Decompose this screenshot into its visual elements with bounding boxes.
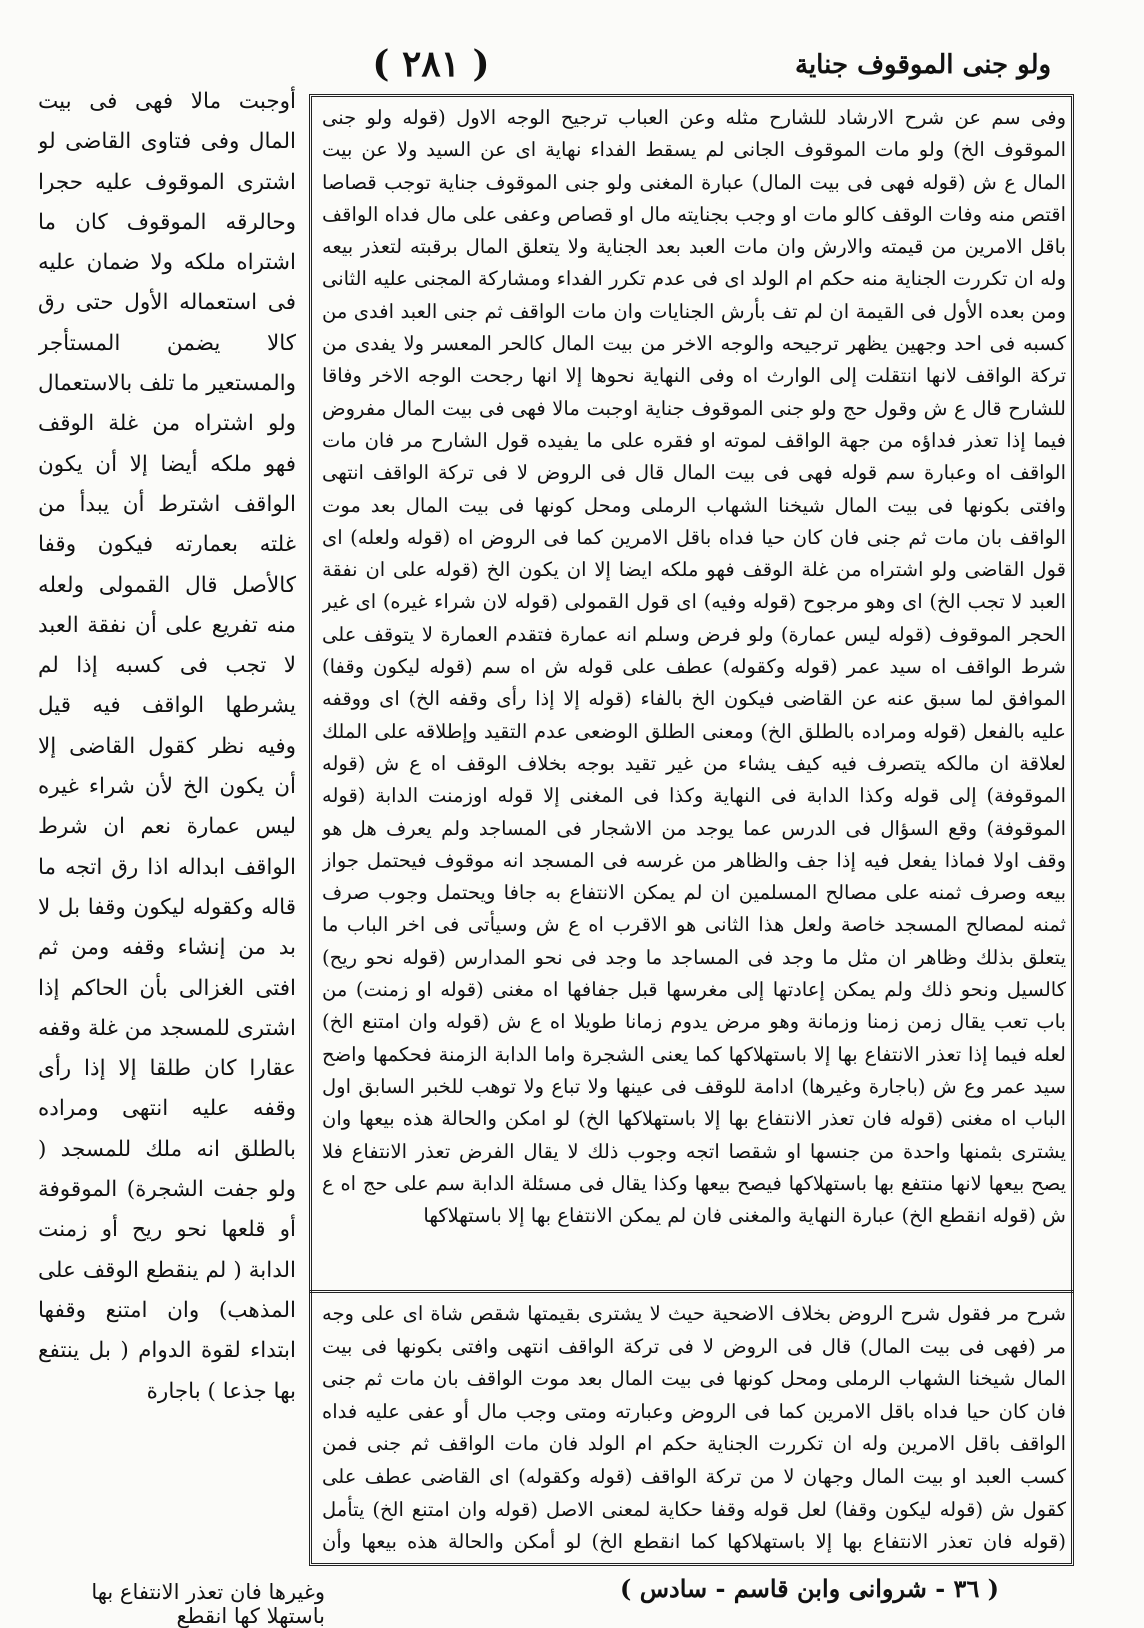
lower-commentary (322, 1298, 1066, 1562)
footer-continuation: وغيرها فان تعذر الانتفاع بها باستهلا كها انقطع (91, 1580, 325, 1628)
lower-commentary-text: شرح مر فقول شرح الروض بخلاف الاضحية حيث لا يشترى بقيمتها شقص شاة اى على وجه مر (فهى فى بيت المال) قال فى الروض لا فى تركة الواقف انتهى وافتى بكونها فى بيت المال شيخنا الشهاب الرملى ومحل كونها فى بيت المال بعد موت الواقف بان مات ثم جنى فان كان حيا فداه باقل الامرين كما فى الروض وعبارته ومتى وجب مال أو عفى عليه فداه الواقف باقل الامرين وله ان تكررت الجناية حكم ام الولد فان مات الواقف ثم جنى فمن كسب العبد او بيت المال وجهان لا من تركة الواقف (قوله وكقوله) اى القاضى عطف على كقول ش (قوله ليكون وقفا) لعل قوله وقفا حكاية لمعنى الاصل (قوله وان امتنع الخ) يتأمل (قوله فان تعذر الانتفاع بها إلا باستهلاكها كما انقطع الخ) لو أمكن والحالة هذه بيعها وأن (322, 1302, 1066, 1554)
upper-commentary-text: وفى سم عن شرح الارشاد للشارح مثله وعن العباب ترجيح الوجه الاول (قوله ولو جنى الموقوف الخ) ولو مات الموقوف الجانى لم يسقط الفداء نهاية اى عن السيد ولا عن بيت المال ع ش (قوله فهى فى بيت المال) عبارة المغنى ولو جنى الموقوف جناية توجب قصاصا اقتص منه وفات الوقف كالو مات او وجب بجنايته مال او قصاص وعفى على مال فداه الواقف باقل الامرين من قيمته والارش وان مات العبد بعد الجناية ولا يتعلق المال برقبته لتعذر بيعه وله ان تكررت الجناية منه حكم ام الولد اى فى عدم تكرر الفداء ومشاركة المجنى عليه الثانى ومن بعده الأول فى القيمة ان لم تف بأرش الجنايات وان مات الواقف ثم جنى العبد افدى من كسبه فى احد وجهين يظهر ترجيحه والوجه الاخر من بيت المال كالحر المعسر ولا يفدى من تركة الواقف لانها انتقلت إلى الوارث اه وفى النهاية نحوها إلا انها رجحت الوجه الاخر وفاقا للشارح قال ع ش وقول حج ولو جنى الموقوف جناية اوجبت مالا فهى فى بيت المال مفروض فيما إذا تعذر فداؤه من جهة الواقف لموته او فقره على ما يفيده قول الشارح مر فان مات الواقف اه وعبارة سم قوله فهى فى بيت المال قال فى الروض لا فى تركة الواقف انتهى وافتى بكونها فى بيت المال شيخنا الشهاب الرملى ومحل كونها فى بيت المال بعد موت الواقف بان مات ثم جنى فان كان حيا فداه باقل الامرين كما فى الروض اه (قوله ولعله) اى قول القاضى ولو اشتراه من غلة الوقف فهو ملكه ايضا إلا ان يكون الخ (قوله على ان نفقة العبد لا تجب الخ) اى وهو مرجوح (قوله وفيه) اى قول القمولى (قوله لان شراء غيره) اى غير الحجر الموقوف (قوله ليس عمارة) ولو فرض وسلم انه عمارة فتقدم العمارة لا يتوقف على شرط الواقف اه سيد عمر (قوله وكقوله) عطف على قوله ش اه سم (قوله ليكون وقفا) الموافق لما سبق عنه عن القاضى فيكون الخ بالفاء (قوله إلا إذا رأى وقفه الخ) اى ووقفه عليه بالفعل (قوله ومراده بالطلق الخ) ومعنى الطلق الوضعى عدم التقيد وإطلاقه على الملك لعلاقة ان مالكه يتصرف فيه كيف يشاء من غير تقيد بوجه بخلاف الوقف اه ع ش (قوله الموقوفة) إلى قوله وكذا الدابة فى النهاية وكذا فى المغنى إلا قوله اوزمنت الدابة (قوله الموقوفة) وقع السؤال فى الدرس عما يوجد من الاشجار فى المساجد ولم يعرف هل هو وقف اولا فماذا يفعل فيه إذا جف والظاهر من غرسه فى المسجد انه موقوف فيحتمل جواز بيعه وصرف ثمنه على مصالح المسلمين ان لم يمكن الانتفاع به جافا ويحتمل وجوب صرف ثمنه لمصالح المسجد خاصة ولعل هذا الثانى هو الاقرب اه ع ش وسيأتى فى اخر الباب ما يتعلق بذلك وظاهر ان مثل ما وجد فى المساجد ما وجد فى نحو المدارس (قوله نحو ريح) كالسيل ونحو ذلك ولم يمكن إعادتها إلى مغرسها قبل جفافها اه مغنى (قوله او زمنت) من باب تعب يقال زمن زمنا وزمانة وهو مرض يدوم زمانا طويلا اه ع ش (قوله وان امتنع الخ) لعله فيما إذا تعذر الانتفاع بها إلا باستهلاكها كما يعنى الشجرة واما الدابة الزمنة فحكمها واضح سيد عمر وع ش (باجارة وغيرها) ادامة للوقف فى عينها ولا تباع ولا توهب للخبر السابق اول الباب اه مغنى (قوله فان تعذر الانتفاع بها إلا باستهلاكها الخ) لو امكن والحالة هذه بيعها وان يشترى بثمنها واحدة من جنسها او شقصا اتجه وجوب ذلك لا يقال الفرض تعذر الانتفاع فلا يصح بيعها لانها منتفع بها باستهلاكها فيصح بيعها وكذا يقال فى مسئلة الدابة سم على حج اه ع ش (قوله انقطع الخ) عبارة النهاية والمغنى فان لم يمكن الانتفاع بها إلا باستهلاكها (322, 106, 1066, 1228)
footer-signature: ( ٣٦ - شروانى وابن قاسم - سادس ) (620, 1574, 1000, 1603)
page-number: ( ٢٨١ ) (372, 43, 490, 85)
margin-main-text (38, 82, 296, 1570)
margin-heading: ولو جنى الموقوف جناية (795, 50, 1052, 80)
margin-main-text-body: أوجبت مالا فهى فى بيت المال وفى فتاوى القاضى لو اشترى الموقوف عليه حجرا وحالرقه الموقوف كان ما اشتراه ملكه ولا ضمان عليه فى استعماله الأول حتى رق كالا يضمن المستأجر والمستعير ما تلف بالاستعمال ولو اشتراه من غلة الوقف فهو ملكه أيضا إلا أن يكون الواقف اشترط أن يبدأ من غلته بعمارته فيكون وقفا كالأصل قال القمولى ولعله منه تفريع على أن نفقة العبد لا تجب فى كسبه إذا لم يشرطها الواقف فيه قيل وفيه نظر كقول القاضى إلا أن يكون الخ لأن شراء غيره ليس عمارة نعم ان شرط الواقف ابداله اذا رق اتجه ما قاله وكقوله ليكون وقفا بل لا بد من إنشاء وقفه ومن ثم افتى الغزالى بأن الحاكم إذا اشترى للمسجد من غلة وقفه عقارا كان طلقا إلا إذا رأى وقفه عليه انتهى ومراده بالطلق انه ملك للمسجد ( ولو جفت الشجرة) الموقوفة أو قلعها نحو ريح أو زمنت الدابة ( لم ينقطع الوقف على المذهب) وان امتنع وقفها ابتداء لقوة الدوام ( بل ينتفع بها جذعا ) باجارة (38, 89, 296, 1404)
upper-commentary (322, 102, 1066, 1280)
